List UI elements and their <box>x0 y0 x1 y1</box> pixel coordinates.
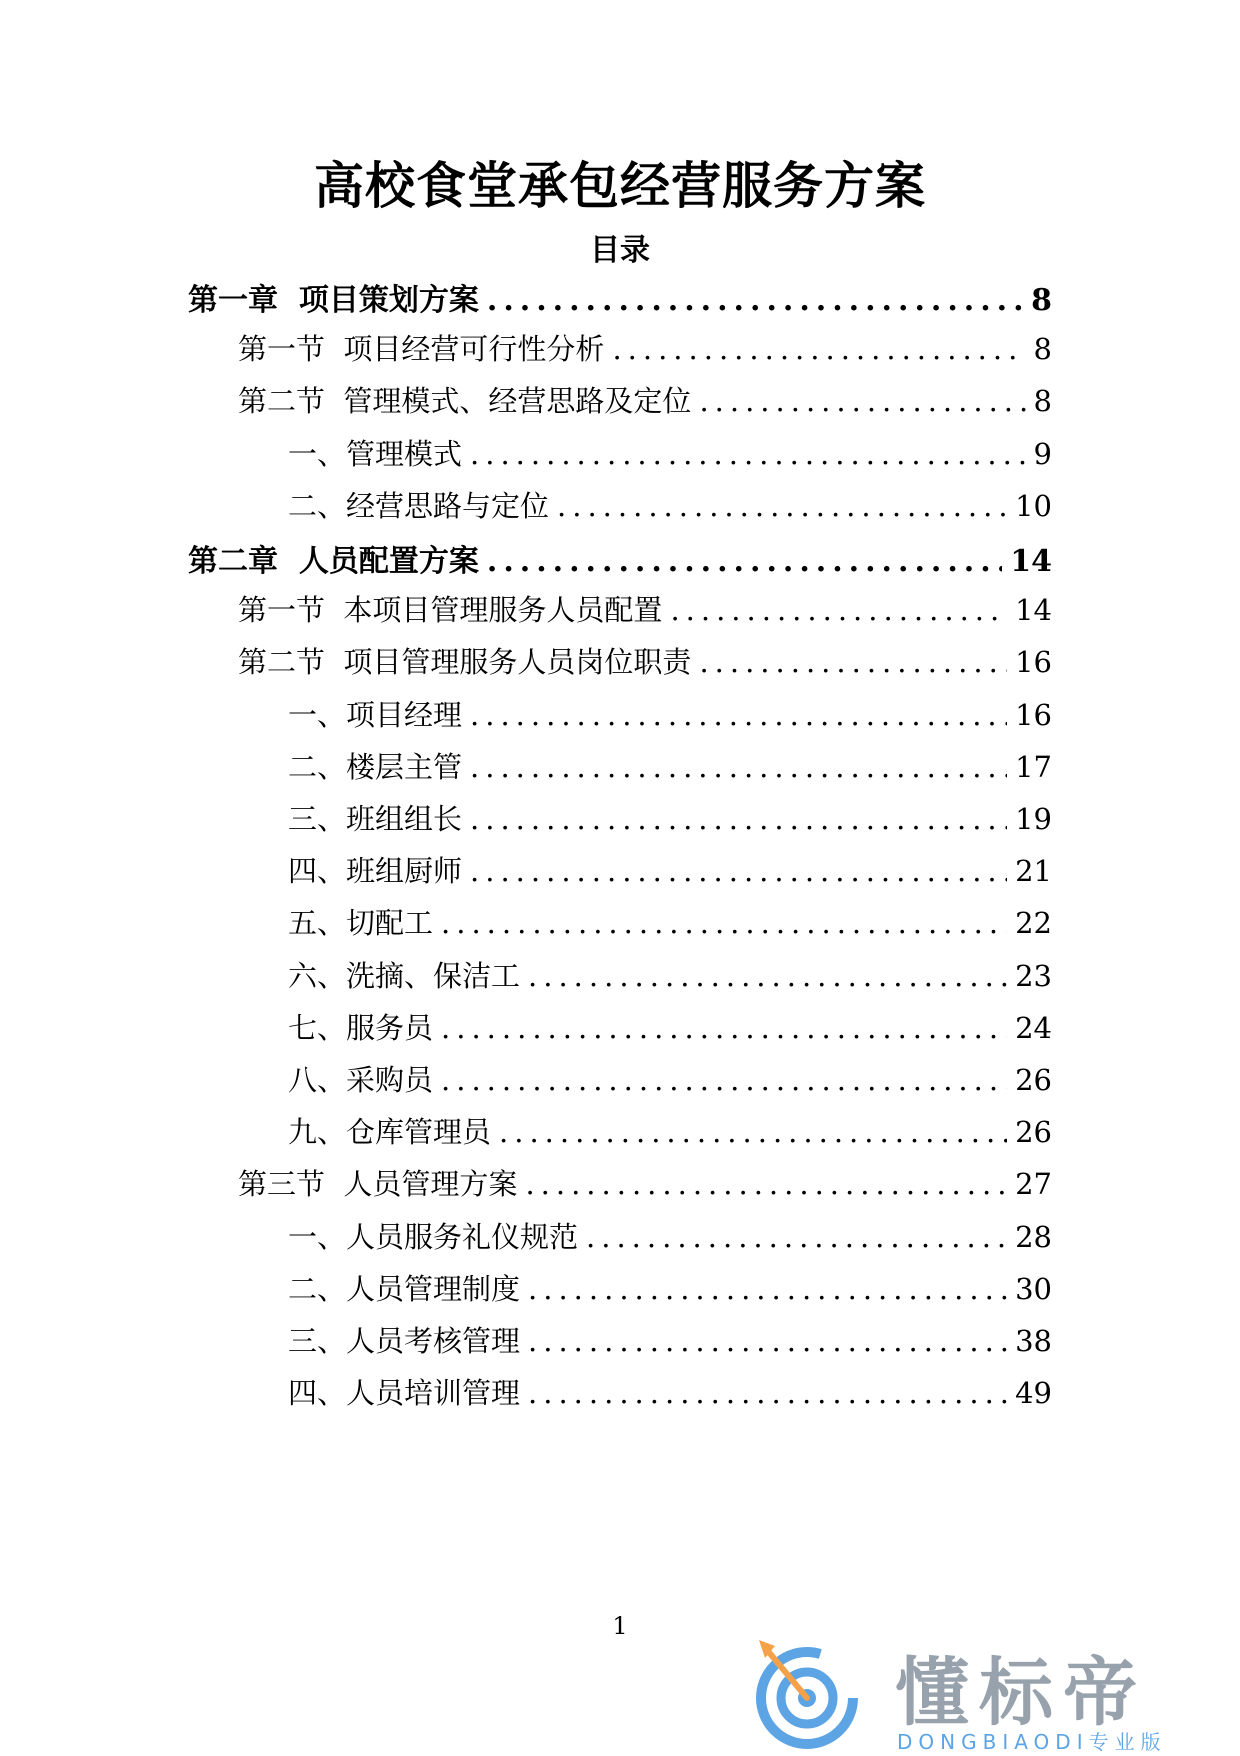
toc-entry-page: 38 <box>1015 1324 1052 1358</box>
toc-entry-label: 四、人员培训管理 <box>288 1376 521 1411</box>
toc-entry-label: 第一节 项目经营可行性分析 <box>238 332 605 367</box>
toc-leader-dots <box>528 1272 1007 1306</box>
toc-leader-dots <box>528 1376 1007 1410</box>
toc-entry-label: 九、仓库管理员 <box>288 1115 492 1150</box>
toc-entry-label: 第三节 人员管理方案 <box>238 1167 518 1202</box>
toc-leader-dots <box>528 959 1007 993</box>
toc-entry-page: 26 <box>1015 1063 1052 1097</box>
toc-entry-page: 26 <box>1015 1115 1052 1150</box>
toc-leader-dots <box>441 1011 1007 1045</box>
toc-entry-page: 24 <box>1015 1010 1052 1045</box>
toc-entry-page: 17 <box>1015 749 1052 784</box>
toc-entry[interactable] <box>288 1319 1052 1363</box>
toc-leader-dots <box>525 1167 1007 1201</box>
toc-entry-page: 30 <box>1015 1271 1052 1306</box>
toc-entry-label: 二、人员管理制度 <box>288 1271 521 1306</box>
toc-entry[interactable] <box>288 1110 1052 1154</box>
toc-entry-label: 第二节 项目管理服务人员岗位职责 <box>238 645 692 680</box>
toc-entry-page: 8 <box>1033 384 1052 419</box>
toc-entry-label: 第一章 项目策划方案 <box>188 283 479 318</box>
toc-entry[interactable] <box>288 954 1052 998</box>
toc-entry[interactable] <box>288 432 1052 476</box>
toc-entry-label: 六、洗摘、保洁工 <box>288 958 521 993</box>
toc-entry[interactable] <box>288 745 1052 789</box>
toc-entry-label: 七、服务员 <box>288 1010 434 1045</box>
toc-entry-label: 一、项目经理 <box>288 697 463 732</box>
toc-entry[interactable] <box>288 1215 1052 1259</box>
toc-entry-page: 14 <box>1015 593 1052 628</box>
toc-entry-label: 四、班组厨师 <box>288 854 463 889</box>
toc-entry[interactable] <box>288 797 1052 841</box>
toc-leader-dots <box>470 854 1007 888</box>
toc-leader-dots <box>441 1063 1007 1097</box>
toc-entry-page: 16 <box>1015 645 1052 680</box>
toc-leader-dots <box>670 593 1007 627</box>
toc-entry-label: 三、人员考核管理 <box>288 1324 521 1358</box>
toc-leader-dots <box>699 384 1025 418</box>
toc-entry-label: 二、楼层主管 <box>288 749 463 784</box>
toc-entry[interactable] <box>238 327 1052 371</box>
toc-entry[interactable] <box>288 1006 1052 1050</box>
toc-leader-dots <box>470 750 1007 784</box>
toc-leader-dots <box>470 802 1007 836</box>
toc-entry[interactable] <box>188 275 1052 319</box>
watermark <box>745 1632 1225 1752</box>
toc-entry[interactable] <box>288 1058 1052 1102</box>
toc-entry-label: 一、人员服务礼仪规范 <box>288 1219 579 1254</box>
toc-leader-dots <box>499 1115 1007 1149</box>
toc-entry[interactable] <box>288 1267 1052 1311</box>
toc-entry[interactable] <box>238 588 1052 632</box>
toc-entry-page: 49 <box>1015 1376 1052 1411</box>
toc-entry-label: 三、班组组长 <box>288 802 463 836</box>
toc-entry-label: 第二章 人员配置方案 <box>188 544 479 579</box>
toc-entry-page: 19 <box>1015 802 1052 836</box>
toc-leader-dots <box>441 906 1007 940</box>
toc-entry-label: 五、切配工 <box>288 906 434 941</box>
toc-entry-page: 10 <box>1015 488 1052 523</box>
toc-entry[interactable] <box>238 640 1052 684</box>
toc-entry-page: 22 <box>1015 906 1052 941</box>
toc-leader-dots <box>557 489 1007 523</box>
document-title: 高校食堂承包经营服务方案 <box>314 156 926 215</box>
toc-leader-dots <box>487 544 1002 579</box>
toc-leader-dots <box>586 1220 1007 1254</box>
toc-leader-dots <box>528 1324 1007 1358</box>
toc-entry-label: 二、经营思路与定位 <box>288 488 550 523</box>
toc-leader-dots <box>470 698 1007 732</box>
toc-entry-page: 9 <box>1033 436 1052 471</box>
toc-entry-page: 23 <box>1015 958 1052 993</box>
toc-entry-label: 第二节 管理模式、经营思路及定位 <box>238 384 692 419</box>
toc-entry[interactable] <box>288 1371 1052 1415</box>
toc-heading: 目录 <box>590 233 650 268</box>
toc-entry[interactable] <box>288 484 1052 528</box>
toc-entry[interactable] <box>188 536 1052 580</box>
toc-entry-page: 8 <box>1031 283 1052 318</box>
toc-entry-page: 21 <box>1015 854 1052 889</box>
page-number: 1 <box>612 1612 628 1640</box>
toc-entry-page: 8 <box>1033 332 1052 367</box>
toc-entry[interactable] <box>288 901 1052 945</box>
target-arrow-icon <box>745 1632 865 1752</box>
toc-entry[interactable] <box>238 379 1052 423</box>
toc-entry-page: 27 <box>1015 1167 1052 1202</box>
toc-entry-label: 一、管理模式 <box>288 436 463 471</box>
toc-entry[interactable] <box>288 849 1052 893</box>
toc-entry[interactable] <box>238 1162 1052 1206</box>
toc-leader-dots <box>470 437 1026 471</box>
toc-entry-label: 八、采购员 <box>288 1063 434 1097</box>
toc-entry-page: 28 <box>1015 1219 1052 1254</box>
watermark-brand: 懂标帝 <box>895 1650 1147 1736</box>
toc-leader-dots <box>487 283 1023 318</box>
watermark-subtitle: DONGBIAODI专业版 <box>897 1730 1167 1754</box>
toc-entry-page: 16 <box>1015 697 1052 732</box>
toc-entry-label: 第一节 本项目管理服务人员配置 <box>238 593 663 628</box>
toc-leader-dots <box>699 645 1007 679</box>
toc-entry-page: 14 <box>1010 544 1052 579</box>
toc-leader-dots <box>612 332 1025 366</box>
toc-entry[interactable] <box>288 693 1052 737</box>
